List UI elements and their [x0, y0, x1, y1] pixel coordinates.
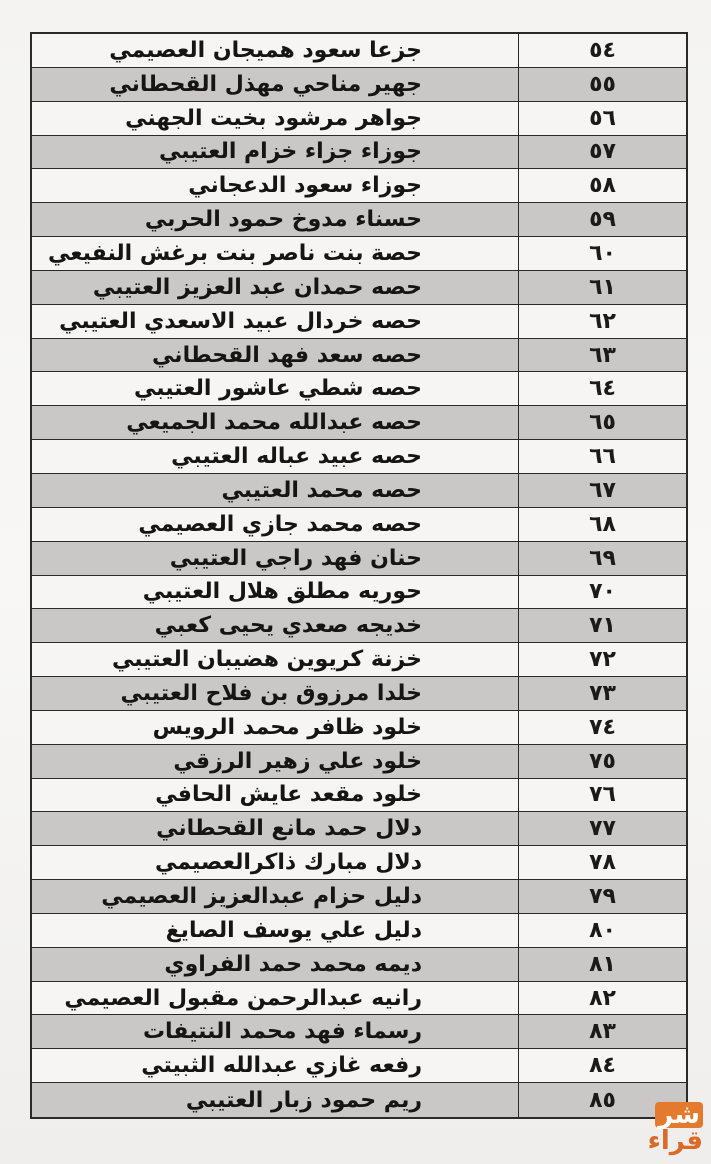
site-logo [619, 1100, 703, 1156]
table-row [32, 609, 686, 643]
row-number: ٧٨ [518, 846, 686, 879]
row-name: رسماء فهد محمد النتيفات [142, 1019, 422, 1045]
row-number: ٥٩ [518, 203, 686, 236]
table-row [32, 542, 686, 576]
row-number: ٧٩ [518, 880, 686, 913]
row-name: حصة بنت ناصر بنت برغش النفيعي [47, 240, 422, 266]
row-name: حصه محمد العتيبي [221, 477, 422, 503]
row-name: حصه عبدالله محمد الجميعي [126, 410, 422, 436]
row-name: ريم حمود زبار العتيبي [185, 1087, 422, 1113]
table-row [32, 982, 686, 1016]
table-row [32, 1083, 686, 1117]
row-number: ٧٢ [518, 643, 686, 676]
row-number: ٦٥ [518, 406, 686, 439]
row-number: ٦٣ [518, 339, 686, 372]
table-row [32, 1015, 686, 1049]
table-row [32, 812, 686, 846]
table-row [32, 406, 686, 440]
row-name: حسناء مدوخ حمود الحربي [144, 207, 422, 233]
row-number: ٥٧ [518, 136, 686, 169]
row-number: ٦٦ [518, 440, 686, 473]
row-number: ٥٦ [518, 102, 686, 135]
row-number: ٦٧ [518, 474, 686, 507]
row-name: جوزاء سعود الدعجاني [188, 173, 422, 199]
row-name: جهير مناحي مهذل القحطاني [109, 71, 422, 97]
table-row [32, 203, 686, 237]
row-number: ٦٠ [518, 237, 686, 270]
table-row [32, 508, 686, 542]
table-row [32, 880, 686, 914]
row-number: ٦٢ [518, 305, 686, 338]
table-row [32, 339, 686, 373]
table-row [32, 237, 686, 271]
logo-box: شر [655, 1102, 703, 1128]
row-number: ٥٥ [518, 68, 686, 101]
row-name: حوريه مطلق هلال العتيبي [142, 579, 422, 605]
row-name: خلدا مرزوق بن فلاح العتيبي [120, 680, 422, 706]
row-name: خلود مقعد عايش الحافي [155, 782, 422, 808]
row-number: ٧٦ [518, 779, 686, 812]
names-table [30, 32, 688, 1119]
row-number: ٧١ [518, 609, 686, 642]
row-name: حصه عبيد عباله العتيبي [171, 444, 422, 470]
table-row [32, 1049, 686, 1083]
table-row [32, 914, 686, 948]
table-row [32, 372, 686, 406]
row-name: دلال مبارك ذاكرالعصيمي [155, 850, 422, 876]
table-row [32, 68, 686, 102]
row-number: ٨٢ [518, 982, 686, 1015]
row-number: ٦١ [518, 271, 686, 304]
row-name: رفعه غازي عبدالله الثبيتي [141, 1053, 422, 1079]
row-number: ٧٧ [518, 812, 686, 845]
row-name: خلود ظافر محمد الرويس [152, 714, 422, 740]
logo-text [619, 1102, 703, 1154]
table-row [32, 779, 686, 813]
row-name: دليل حزام عبدالعزيز العصيمي [101, 884, 422, 910]
table-row [32, 34, 686, 68]
row-name: دليل علي يوسف الصايغ [165, 917, 422, 943]
row-name: حصه محمد جازي العصيمي [138, 511, 422, 537]
table-row [32, 745, 686, 779]
row-name: جزعا سعود هميجان العصيمي [109, 37, 422, 63]
row-name: جواهر مرشود بخيت الجهني [125, 105, 422, 131]
row-name: جوزاء جزاء خزام العتيبي [158, 139, 422, 165]
table-row [32, 440, 686, 474]
row-number: ٥٤ [518, 34, 686, 67]
row-number: ٧٠ [518, 576, 686, 609]
row-number: ٨٠ [518, 914, 686, 947]
table-row [32, 948, 686, 982]
table-row [32, 102, 686, 136]
row-number: ٥٨ [518, 169, 686, 202]
row-number: ٧٥ [518, 745, 686, 778]
row-name: خديجه صعدي يحيى كعبي [154, 613, 422, 639]
row-name: حصه خردال عبيد الاسعدي العتيبي [59, 308, 422, 334]
table-row [32, 846, 686, 880]
row-name: حنان فهد راجي العتيبي [169, 545, 422, 571]
row-number: ٧٣ [518, 677, 686, 710]
row-number: ٨٤ [518, 1049, 686, 1082]
row-number: ٦٨ [518, 508, 686, 541]
row-name: ديمه محمد حمد الفراوي [164, 951, 422, 977]
row-number: ٧٤ [518, 711, 686, 744]
row-name: حصه حمدان عبد العزيز العتيبي [92, 274, 422, 300]
row-name: حصه شطي عاشور العتيبي [134, 376, 422, 402]
row-number: ٨٥ [518, 1083, 686, 1117]
table-row [32, 136, 686, 170]
table-row [32, 271, 686, 305]
row-name: خزنة كريوين هضيبان العتيبي [111, 647, 422, 673]
row-number: ٨٣ [518, 1015, 686, 1048]
table-row [32, 643, 686, 677]
table-row [32, 677, 686, 711]
logo-rest: قراء [647, 1126, 703, 1156]
row-name: رانيه عبدالرحمن مقبول العصيمي [64, 985, 422, 1011]
row-name: خلود علي زهير الرزقي [173, 748, 422, 774]
row-number: ٨١ [518, 948, 686, 981]
row-name: دلال حمد مانع القحطاني [156, 816, 422, 842]
table-row [32, 576, 686, 610]
row-number: ٦٤ [518, 372, 686, 405]
row-number: ٦٩ [518, 542, 686, 575]
table-row [32, 305, 686, 339]
row-name: حصه سعد فهد القحطاني [152, 342, 422, 368]
table-row [32, 169, 686, 203]
table-row [32, 711, 686, 745]
table-row [32, 474, 686, 508]
